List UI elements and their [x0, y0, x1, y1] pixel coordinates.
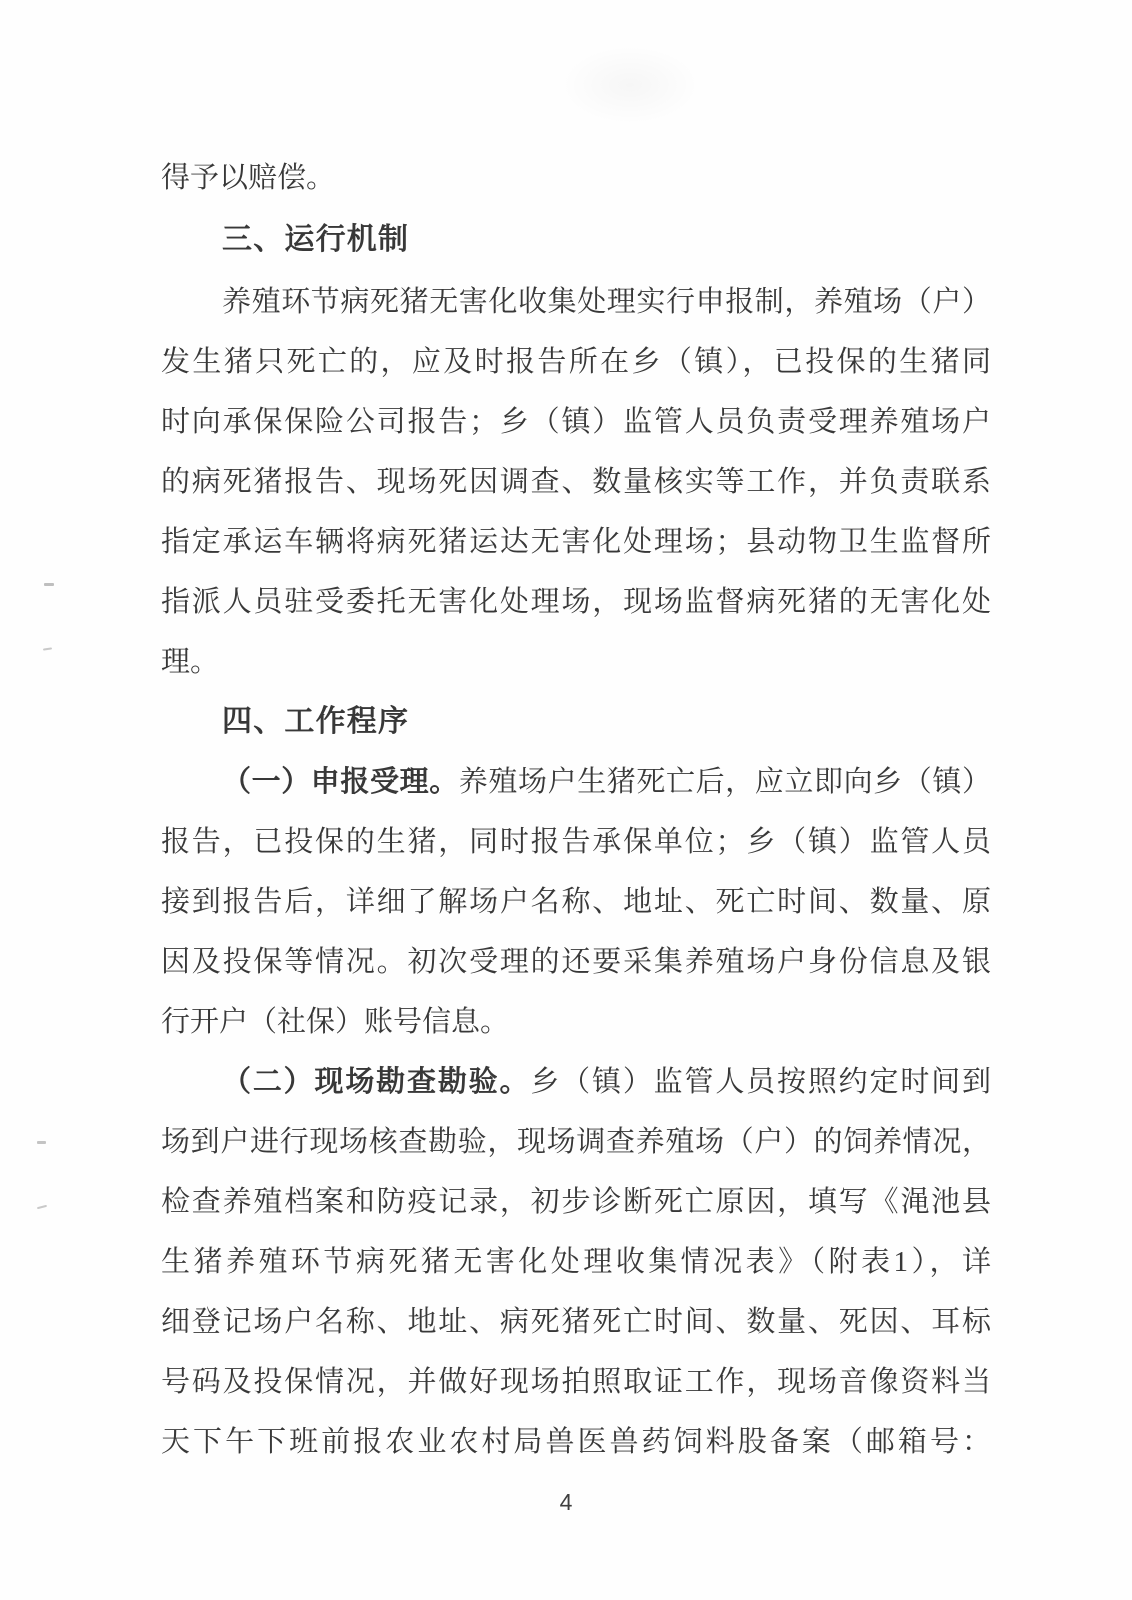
- line-text: 养殖场户生猪死亡后，应立即向乡（镇）: [458, 766, 991, 798]
- line-text: 因及投保等情况。初次受理的还要采集养殖场户身份信息及银: [161, 946, 991, 978]
- line-text: 细登记场户名称、地址、病死猪死亡时间、数量、死因、耳标: [161, 1306, 991, 1338]
- section-heading: [161, 704, 1052, 740]
- text-line: [161, 1184, 991, 1220]
- text-line: [161, 824, 991, 860]
- text-line: [161, 1424, 991, 1460]
- line-lead: （二）现场勘查勘验。: [222, 1066, 531, 1098]
- line-text: 行开户（社保）账号信息。: [161, 1006, 510, 1038]
- section-heading: [161, 222, 1052, 258]
- line-text: 场到户进行现场核查勘验，现场调查养殖场（户）的饲养情况，: [161, 1126, 991, 1158]
- text-line: [161, 344, 991, 380]
- line-text: 指定承运车辆将病死猪运达无害化处理场；县动物卫生监督所: [161, 526, 991, 558]
- text-line: [161, 944, 991, 980]
- text-line: [161, 160, 991, 196]
- line-text: 接到报告后，详细了解场户名称、地址、死亡时间、数量、原: [161, 886, 991, 918]
- text-line: [161, 464, 991, 500]
- line-text: 乡（镇）监管人员按照约定时间到: [530, 1066, 991, 1098]
- text-line: [161, 1124, 991, 1160]
- page-number: 4: [559, 1489, 573, 1515]
- line-text: 理。: [161, 646, 220, 678]
- line-text: 发生猪只死亡的，应及时报告所在乡（镇），已投保的生猪同: [161, 346, 991, 378]
- line-text: 检查养殖档案和防疫记录，初步诊断死亡原因，填写《渑池县: [161, 1186, 991, 1218]
- line-lead: （一）申报受理。: [222, 766, 459, 798]
- text-line: [161, 1244, 991, 1280]
- line-lead: 三、运行机制: [222, 223, 410, 256]
- line-text: 时向承保保险公司报告；乡（镇）监管人员负责受理养殖场户: [161, 406, 991, 438]
- scan-smudge: [560, 45, 700, 125]
- text-line: [161, 1304, 991, 1340]
- scan-artifact: [43, 647, 52, 650]
- text-line: [161, 764, 991, 800]
- text-line: [161, 1064, 991, 1100]
- text-line: [161, 404, 991, 440]
- line-text: 报告，已投保的生猪，同时报告承保单位；乡（镇）监管人员: [161, 826, 991, 858]
- scan-artifact: [44, 583, 54, 586]
- scan-artifact: [37, 1205, 47, 1209]
- text-line: [161, 884, 991, 920]
- line-text: 生猪养殖环节病死猪无害化处理收集情况表》（附表1），详: [161, 1246, 991, 1278]
- line-text: 指派人员驻受委托无害化处理场，现场监督病死猪的无害化处: [161, 586, 991, 618]
- line-text: 养殖环节病死猪无害化收集处理实行申报制，养殖场（户）: [222, 286, 991, 318]
- line-lead: 四、工作程序: [222, 705, 410, 738]
- line-text: 的病死猪报告、现场死因调查、数量核实等工作，并负责联系: [161, 466, 991, 498]
- line-text: 天下午下班前报农业农村局兽医兽药饲料股备案（邮箱号：: [161, 1426, 991, 1458]
- text-line: [161, 284, 991, 320]
- scan-artifact: [37, 1141, 46, 1144]
- text-line: [161, 644, 991, 680]
- text-line: [161, 524, 991, 560]
- line-text: 号码及投保情况，并做好现场拍照取证工作，现场音像资料当: [161, 1366, 991, 1398]
- text-line: [161, 584, 991, 620]
- text-line: [161, 1364, 991, 1400]
- text-line: [161, 1004, 991, 1040]
- line-text: 得予以赔偿。: [161, 162, 336, 194]
